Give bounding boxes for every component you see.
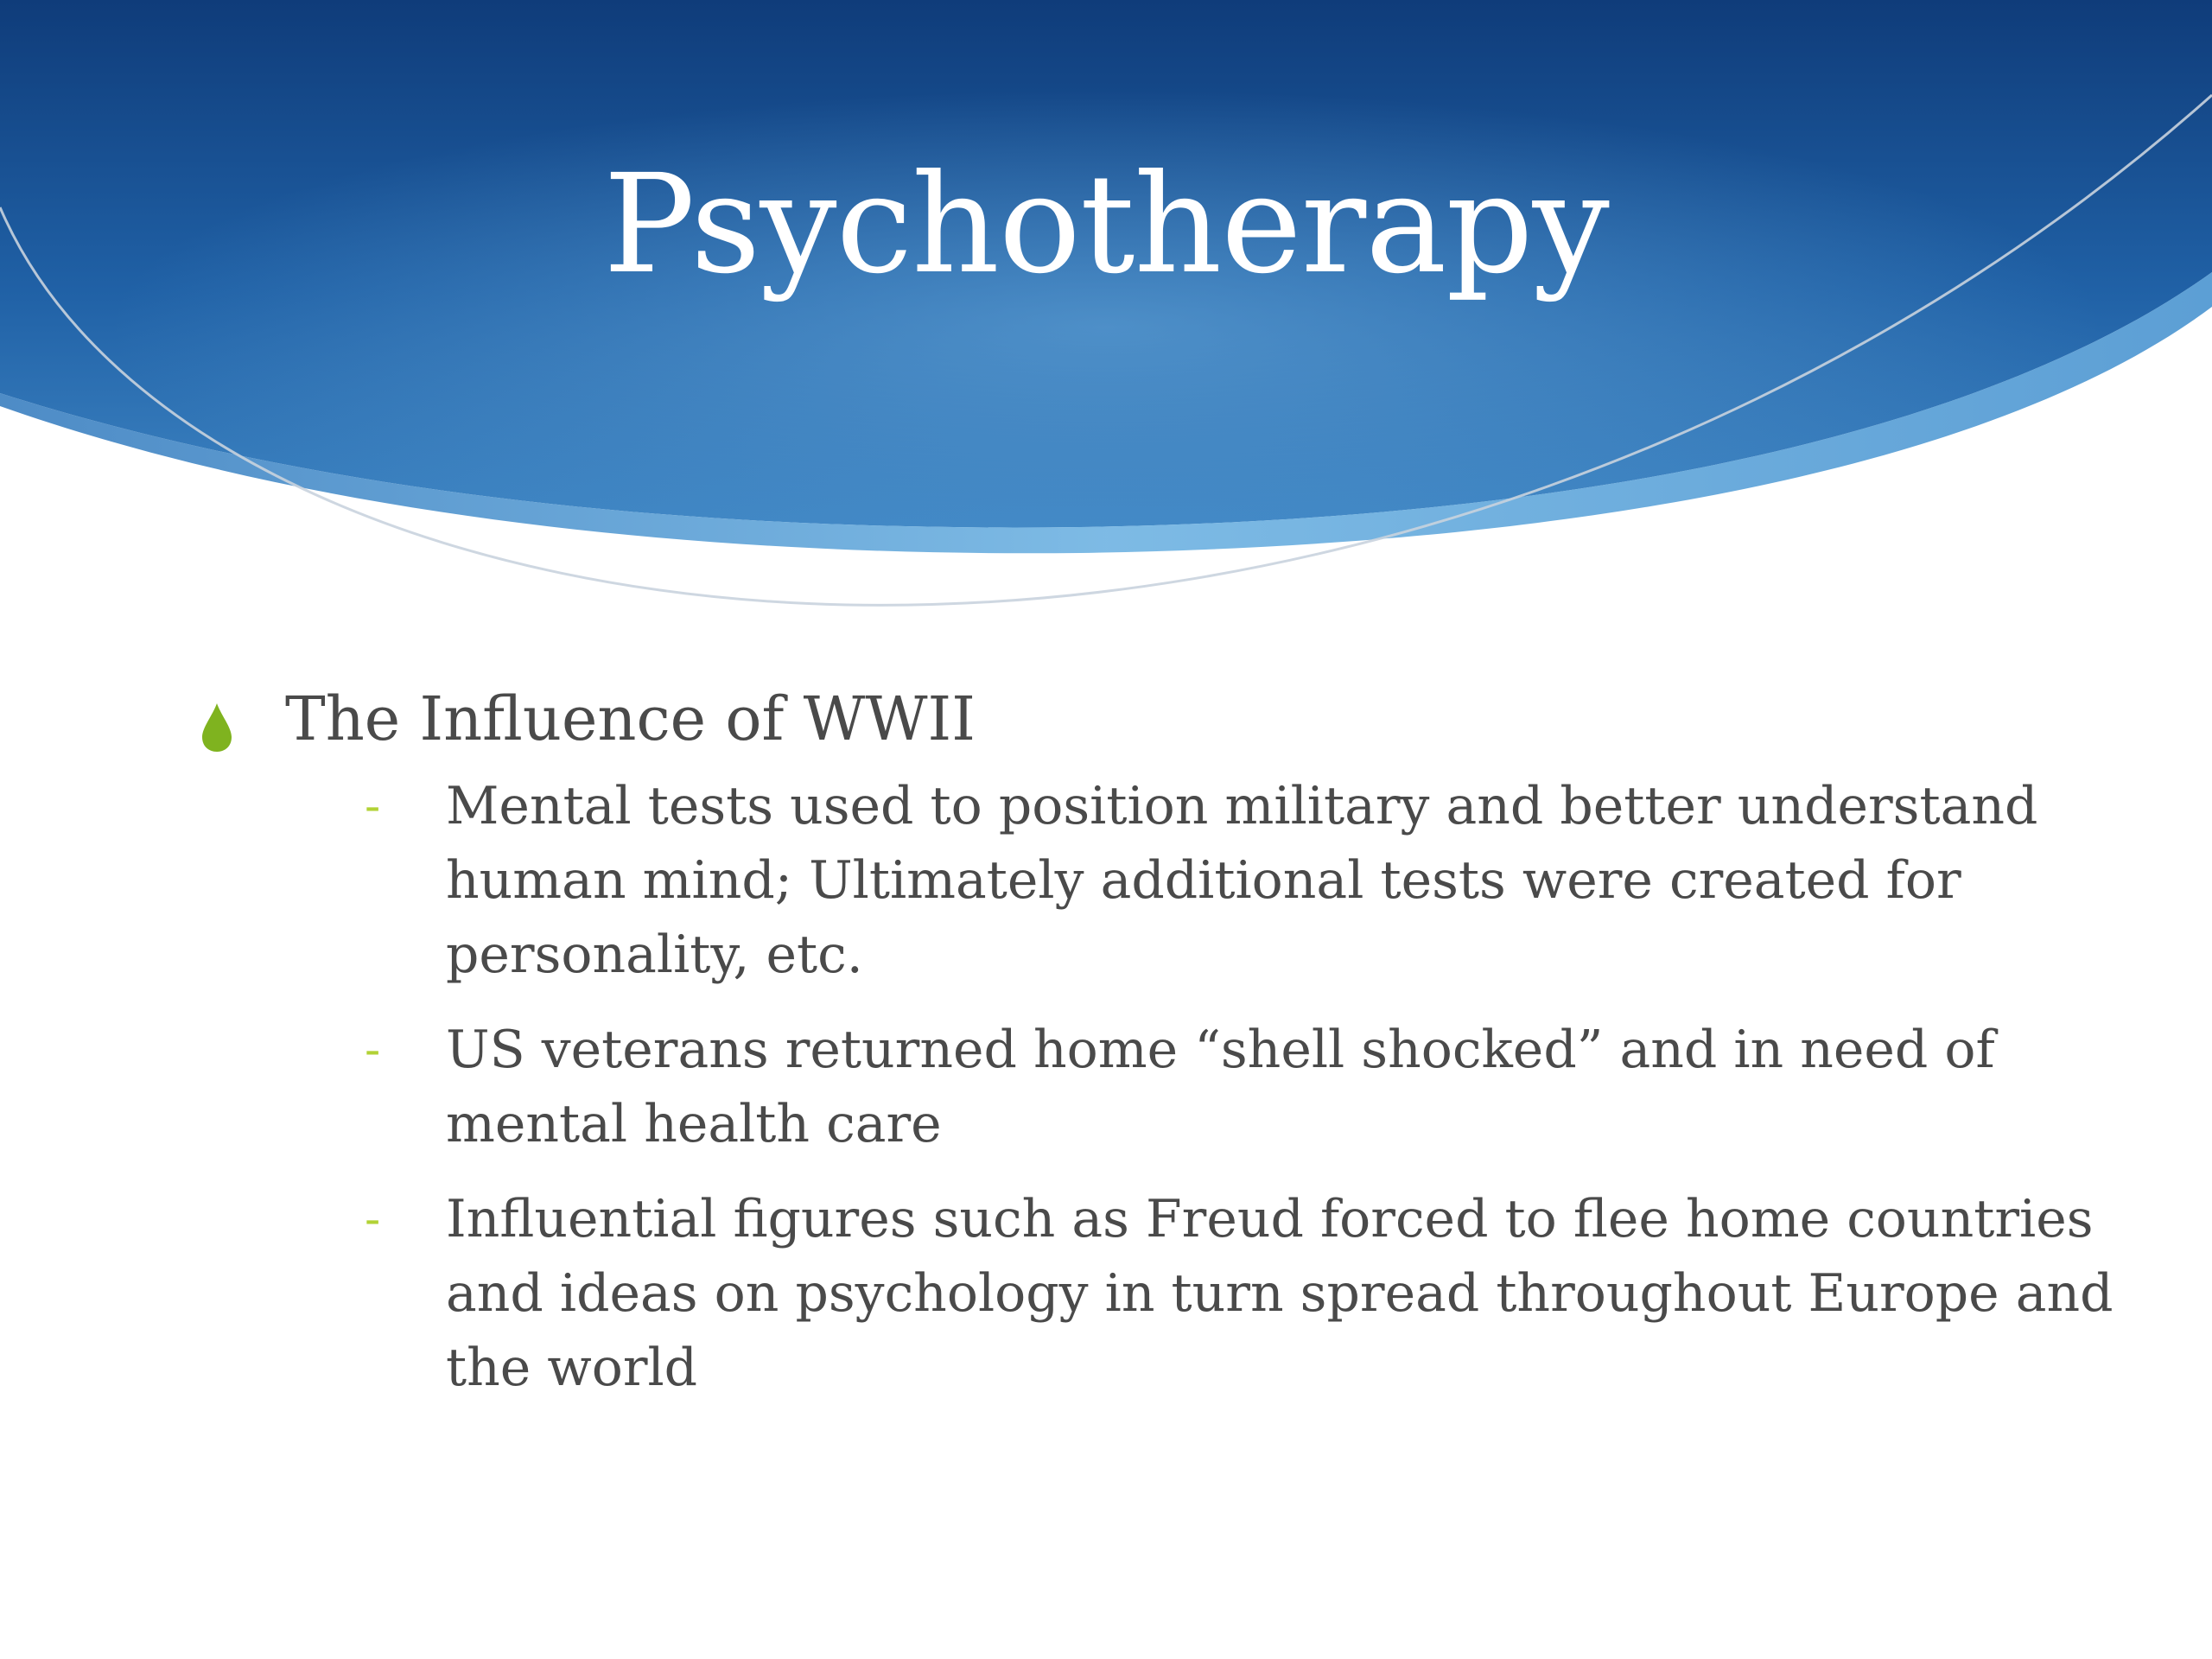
dash-marker: - [365,1192,381,1246]
sub-bullet-list [365,769,2174,1405]
sub-bullet-item [365,1013,2174,1161]
bullet-item [200,676,2113,1426]
green-drop-icon [200,702,233,753]
slide-title: Psychotherapy [603,145,1609,304]
header-banner [0,0,2212,657]
sub-bullet-item [365,769,2174,992]
dash-marker: - [365,779,381,833]
bullet-text: The Influence of WWII [285,683,976,754]
slide-content [200,676,2113,1426]
sub-bullet-text: Influential figures such as Freud forced to flee home countries and ideas on psychology in turn spread throughout Europe and the world [446,1189,2113,1398]
dash-marker: - [365,1022,381,1077]
sub-bullet-item [365,1182,2174,1405]
sub-bullet-text: US veterans returned home “shell shocked” and in need of mental health care [446,1020,1995,1154]
sub-bullet-text: Mental tests used to position military and better understand human mind; Ultimately additional tests were created for personality, etc. [446,776,2038,985]
